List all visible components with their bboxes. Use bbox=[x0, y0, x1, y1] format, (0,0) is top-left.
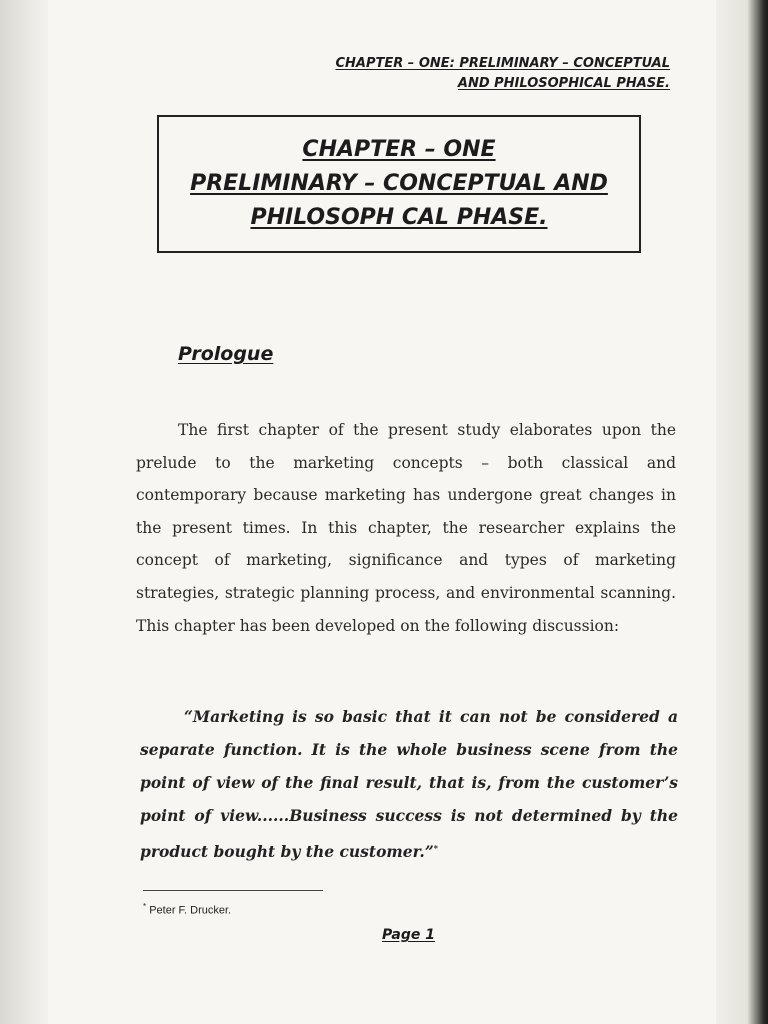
chapter-title-line-2: PRELIMINARY – CONCEPTUAL AND bbox=[190, 171, 608, 196]
running-header-line-2: AND PHILOSOPHICAL PHASE. bbox=[457, 76, 670, 91]
running-header-line-1: CHAPTER – ONE: PRELIMINARY – CONCEPTUAL bbox=[335, 56, 670, 71]
scan-left-margin bbox=[0, 0, 48, 1024]
quote-footnote-marker: * bbox=[433, 843, 438, 853]
page-number: Page 1 bbox=[382, 927, 435, 943]
drucker-quote bbox=[140, 700, 678, 868]
footnote-rule bbox=[143, 890, 323, 891]
scan-right-edge bbox=[716, 0, 768, 1024]
chapter-title-line-1: CHAPTER – ONE bbox=[302, 137, 496, 162]
prologue-heading: Prologue bbox=[178, 343, 274, 365]
prologue-paragraph: The first chapter of the present study elaborates upon the prelude to the marketing concepts – both classical and contemporary because marketing has undergone great changes in the present times. In this chapter, the researcher explains the concept of marketing, significance and types of marketing strategies, strategic planning process, and environmental scanning. This chapter has been developed on the following discussion: bbox=[136, 421, 676, 635]
footnote-text: Peter F. Drucker. bbox=[149, 904, 232, 917]
quote-text: “Marketing is so basic that it can not be considered a separate function. It is the whole business scene from the point of view of the final result, that is, from the customer’s point of view......Business success is not determined by the product bought by the customer.” bbox=[140, 707, 678, 862]
running-header bbox=[300, 54, 670, 94]
chapter-title-line-3: PHILOSOPH CAL PHASE. bbox=[250, 205, 548, 230]
footnote bbox=[143, 902, 231, 917]
chapter-title-box bbox=[157, 115, 641, 253]
footnote-marker: * bbox=[143, 902, 147, 911]
